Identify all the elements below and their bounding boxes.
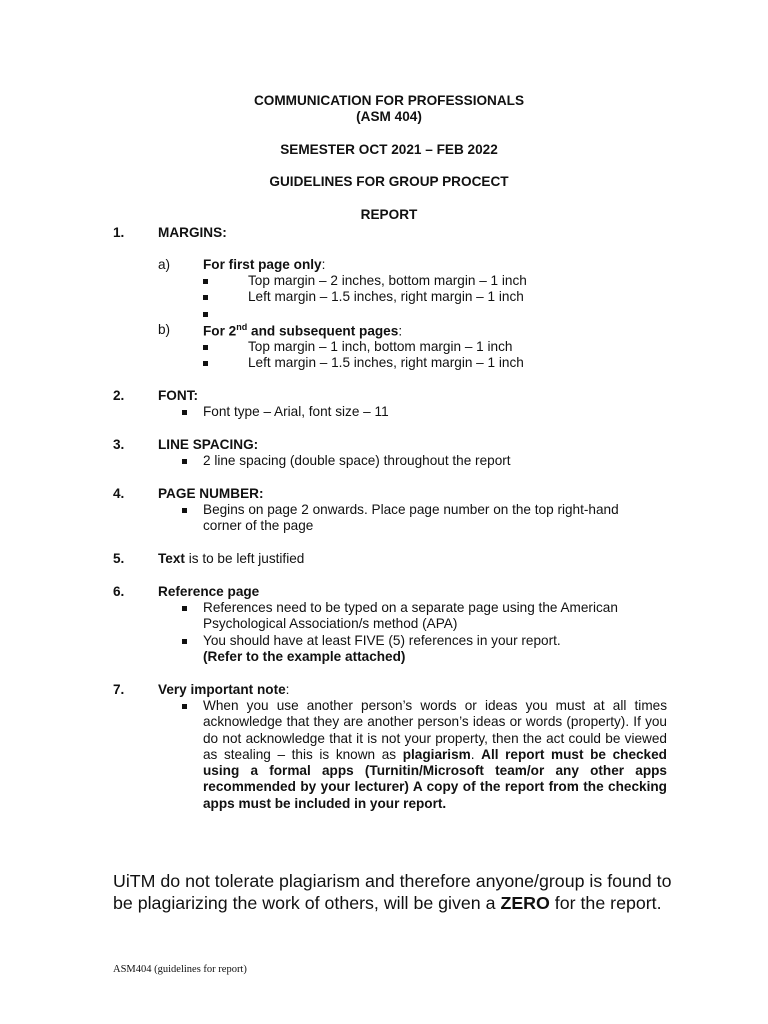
bullet-icon (203, 361, 208, 366)
section-3-number: 3. (113, 437, 125, 452)
margin-item-a1: Top margin – 2 inches, bottom margin – 1 inch (248, 273, 527, 288)
subsection-b-label: b) (158, 322, 171, 337)
warning-line-2-pre: be plagiarizing the work of others, will be given a (113, 893, 501, 913)
plagiarism-text-1: When you use another person’s words or ideas you must at all times acknowledge that they are another person’s ideas or words (property). If you do not acknowledge that it is not your property, then the act could be viewed as stealing – this is known as (203, 698, 667, 762)
section-5-text (158, 551, 304, 566)
subsection-b-title-post: and subsequent pages (247, 323, 399, 339)
reference-note: (Refer to the example attached) (203, 649, 406, 664)
bullet-icon (203, 295, 208, 300)
section-5-number: 5. (113, 551, 125, 566)
empty-bullet-icon (203, 312, 208, 317)
section-7-colon: : (285, 682, 290, 697)
bullet-icon (203, 279, 208, 284)
bullet-icon (182, 639, 187, 644)
course-title: COMMUNICATION FOR PROFESSIONALS (253, 93, 525, 108)
section-5-rest: is to be left justified (184, 551, 305, 566)
section-1-number: 1. (113, 225, 125, 240)
course-code: (ASM 404) (356, 109, 422, 124)
section-1-title: MARGINS: (158, 225, 227, 240)
section-4-title: PAGE NUMBER: (158, 486, 264, 501)
bullet-icon (182, 508, 187, 513)
bullet-icon (182, 459, 187, 464)
margin-item-b1: Top margin – 1 inch, bottom margin – 1 inch (248, 339, 513, 354)
section-2-title: FONT: (158, 388, 199, 403)
section-6-title: Reference page (158, 584, 260, 599)
reference-item2: You should have at least FIVE (5) references in your report. (203, 633, 561, 648)
subsection-b-title (203, 322, 402, 339)
section-7-number: 7. (113, 682, 125, 697)
subsection-b-title-pre: For 2 (203, 323, 237, 339)
reference-item1-line1: References need to be typed on a separate page using the American (203, 600, 618, 615)
subsection-a-title-text: For first page only (203, 257, 322, 272)
warning-line-2 (113, 893, 662, 914)
subsection-a-label: a) (158, 257, 171, 272)
section-3-title: LINE SPACING: (158, 437, 259, 452)
bullet-icon (203, 345, 208, 350)
section-5-bold: Text (158, 551, 185, 566)
warning-line-1: UiTM do not tolerate plagiarism and therefore anyone/group is found to (113, 871, 672, 891)
bullet-icon (182, 704, 187, 709)
warning-zero: ZERO (500, 893, 550, 913)
subsection-a-title (203, 257, 325, 272)
page-number-item-line1: Begins on page 2 onwards. Place page number on the top right-hand (203, 502, 619, 517)
subsection-a-colon: : (321, 257, 326, 272)
section-4-number: 4. (113, 486, 125, 501)
section-7-title-text: Very important note (158, 682, 286, 697)
page-number-item-line2: corner of the page (203, 518, 314, 533)
warning-line-2-post: for the report. (549, 893, 662, 913)
section-6-number: 6. (113, 584, 125, 599)
guidelines-title: GUIDELINES FOR GROUP PROCECT (269, 174, 509, 189)
reference-item1-line2: Psychological Association/s method (APA) (203, 616, 458, 631)
bullet-icon (182, 606, 187, 611)
plagiarism-text-2: . (470, 746, 482, 762)
bullet-icon (182, 410, 187, 415)
subsection-b-title-sup: nd (236, 322, 248, 332)
section-2-number: 2. (113, 388, 125, 403)
plagiarism-paragraph (203, 698, 667, 812)
subsection-b-colon: : (398, 323, 403, 339)
semester-line: SEMESTER OCT 2021 – FEB 2022 (280, 142, 498, 157)
report-title: REPORT (360, 207, 418, 222)
plagiarism-requirement: All report must be checked using a formal apps (Turnitin/Microsoft team/or any other apps recommended by your lecturer) A copy of the report from the checking apps must be included in your report. (203, 746, 667, 811)
margin-item-b2: Left margin – 1.5 inches, right margin – 1 inch (248, 355, 524, 370)
section-7-title (158, 682, 289, 697)
line-spacing-item: 2 line spacing (double space) throughout the report (203, 453, 511, 468)
font-item: Font type – Arial, font size – 11 (203, 404, 389, 419)
page-footer: ASM404 (guidelines for report) (113, 964, 247, 975)
plagiarism-word: plagiarism (402, 746, 471, 762)
margin-item-a2: Left margin – 1.5 inches, right margin – 1 inch (248, 289, 524, 304)
